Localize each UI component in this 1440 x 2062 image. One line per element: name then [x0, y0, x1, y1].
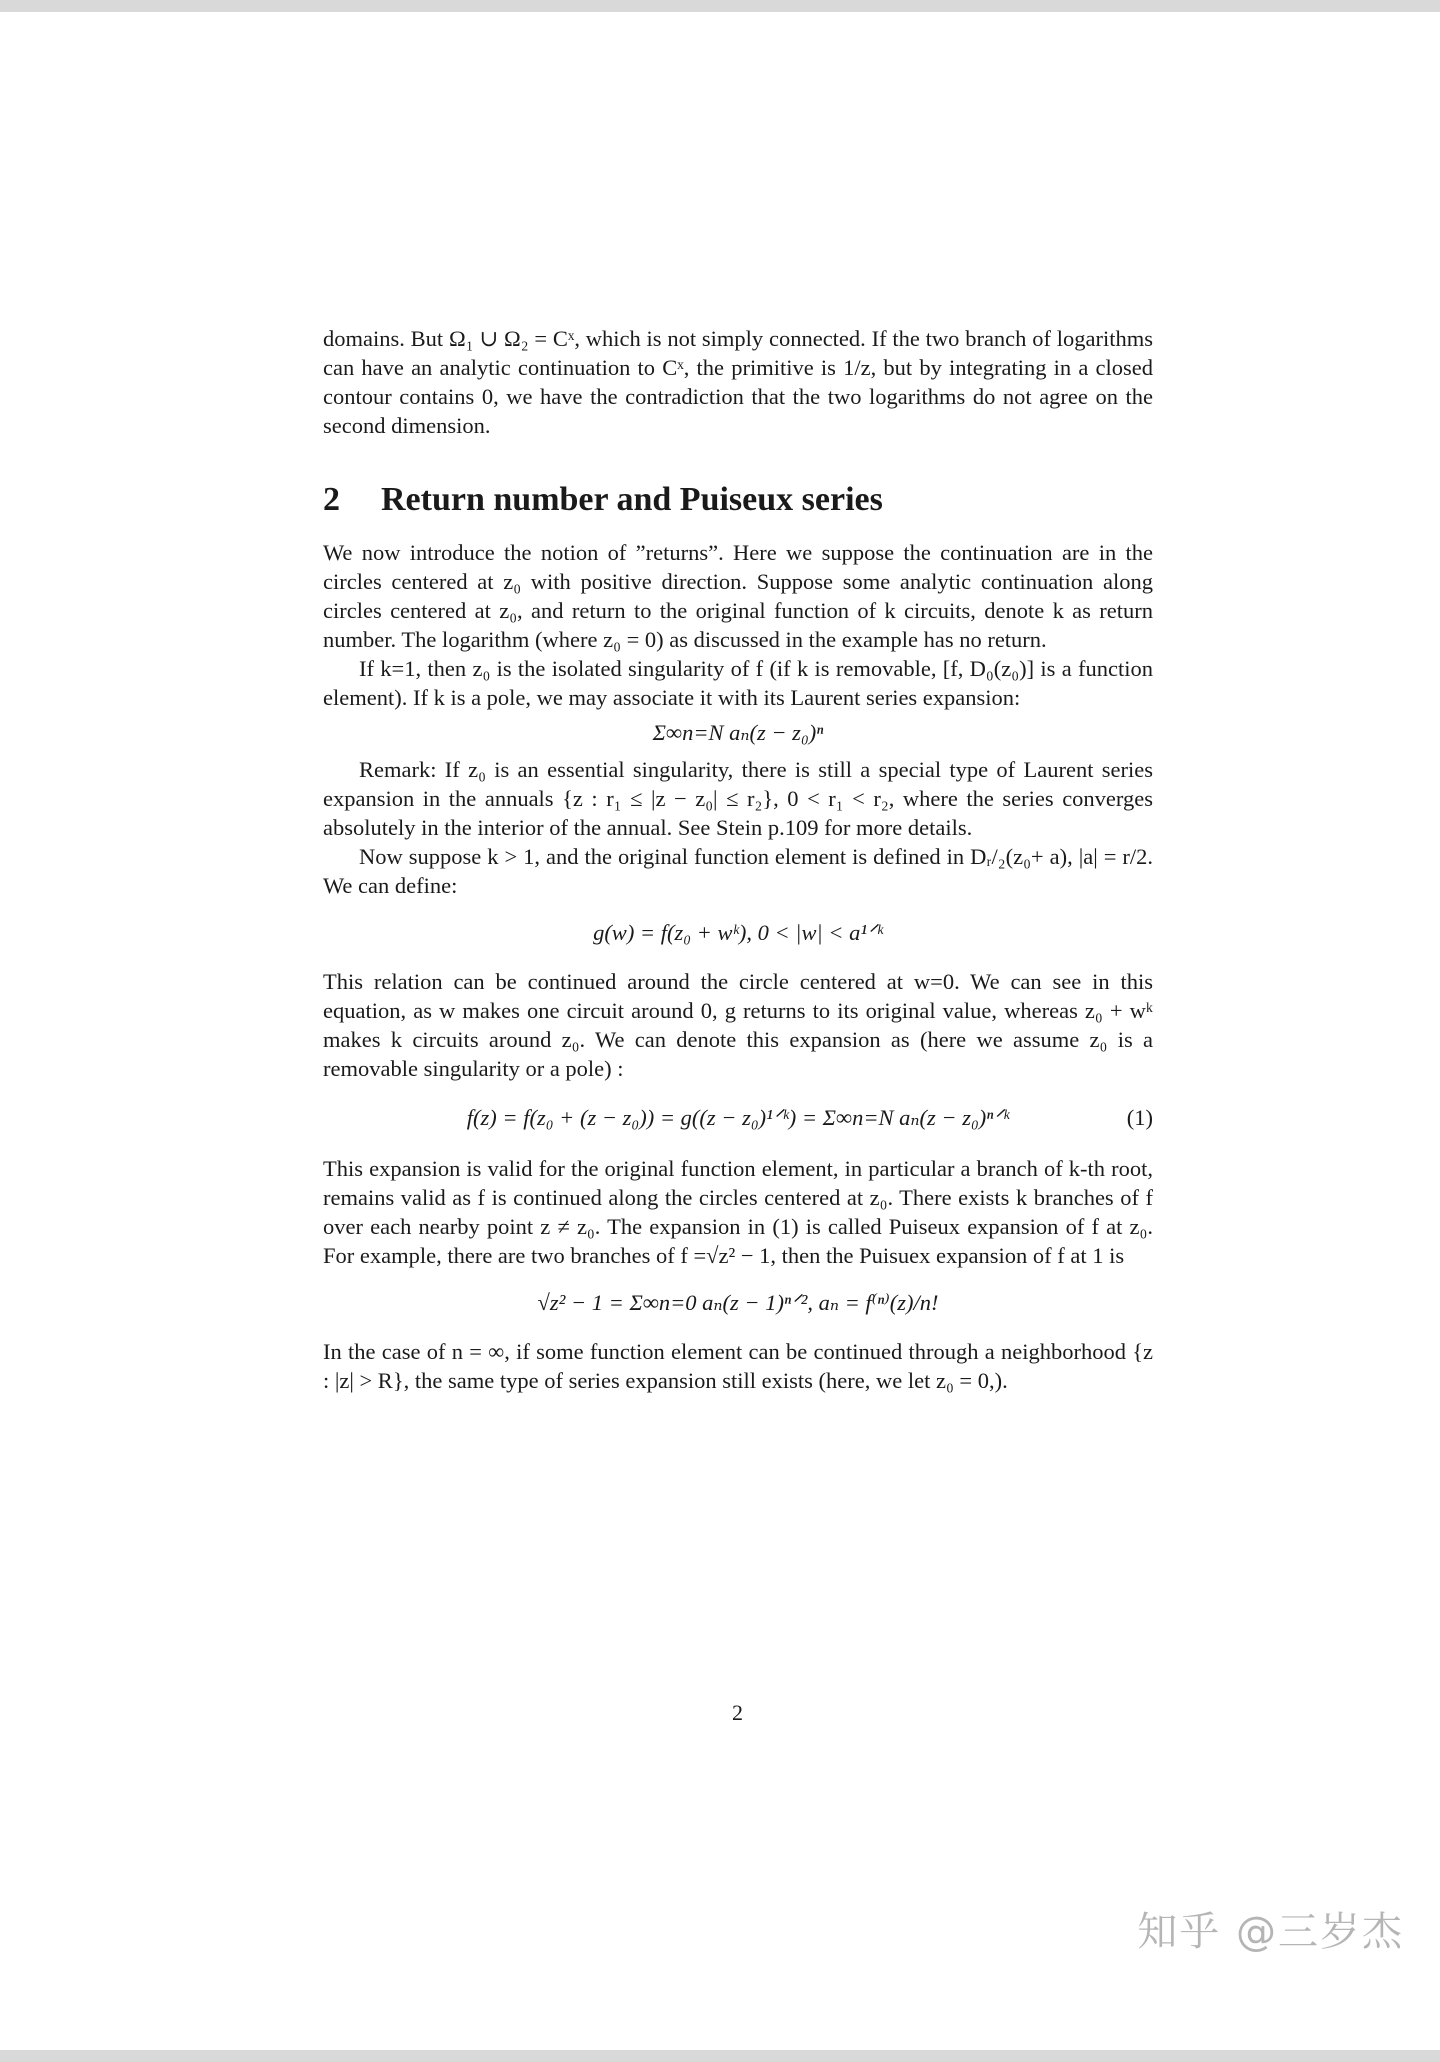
equation-laurent-series: Σ∞n=N aₙ(z − z₀)ⁿ — [652, 720, 824, 745]
zhihu-watermark: 知乎 @三岁杰 — [1137, 1909, 1404, 1955]
paragraph-remark: Remark: If z₀ is an essential singularity, there is still a special type of Laurent series expansion in the annuals {z : r₁ ≤ |z − z₀| ≤ r₂}, 0 < r₁ < r₂, where the series converges absolutely in the interior of the annual. See Stein p.109 for more details. — [323, 757, 1153, 840]
equation-g-definition: g(w) = f(z₀ + wᵏ), 0 < |w| < a¹ᐟᵏ — [593, 920, 883, 945]
equation-number: (1) — [1126, 1105, 1153, 1130]
paragraph-infinity-case: In the case of n = ∞, if some function element can be continued through a neighborhood {z : |z| > R}, the same type of series expansion still exists (here, we let z₀ = 0,). — [323, 1339, 1153, 1393]
equation-sqrt-expansion: √z² − 1 = Σ∞n=0 aₙ(z − 1)ⁿᐟ², aₙ = f⁽ⁿ⁾(z)/n! — [537, 1290, 939, 1315]
section-number: 2 — [323, 481, 340, 518]
equation-puiseux — [323, 1103, 1153, 1132]
paragraph-k-equals-1: If k=1, then z₀ is the isolated singularity of f (if k is removable, [f, D₀(z₀)] is a function element). If k is a pole, we may associate it with its Laurent series expansion: — [323, 656, 1153, 710]
equation-puiseux-body: f(z) = f(z₀ + (z − z₀)) = g((z − z₀)¹ᐟᵏ) = Σ∞n=N aₙ(z − z₀)ⁿᐟᵏ — [466, 1105, 1010, 1130]
section-title: Return number and Puiseux series — [381, 481, 883, 518]
paragraph-returns: We now introduce the notion of ”returns”. Here we suppose the continuation are in the circles centered at z₀ with positive direction. Suppose some analytic continuation along circles centered at z₀, and return to the original function of k circuits, denote k as return number. The logarithm (where z₀ = 0) as discussed in the example has no return. — [323, 540, 1153, 652]
paragraph-intro: domains. But Ω₁ ∪ Ω₂ = Cˣ, which is not simply connected. If the two branch of logarithms can have an analytic continuation to Cˣ, the primitive is 1/z, but by integrating in a closed contour contains 0, we have the contradiction that the two logarithms do not agree on the second dimension. — [323, 326, 1153, 438]
paragraph-continuation: This relation can be continued around the circle centered at w=0. We can see in this equation, as w makes one circuit around 0, g returns to its original value, whereas z₀ + wᵏ makes k circuits around z₀. We can denote this expansion as (here we assume z₀ is a removable singularity or a pole) : — [323, 969, 1153, 1081]
page-content — [323, 324, 1153, 1395]
paragraph-validity: This expansion is valid for the original function element, in particular a branch of k-th root, remains valid as f is continued along the circles centered at z₀. There exists k branches of f over each nearby point z ≠ z₀. The expansion in (1) is called Puiseux expansion of f at z₀. For example, there are two branches of f =√z² − 1, then the Puisuex expansion of f at 1 is — [323, 1156, 1153, 1268]
paragraph-k-greater-1: Now suppose k > 1, and the original function element is defined in Dᵣ/₂(z₀+ a), |a| = r/2. We can define: — [323, 844, 1153, 898]
section-heading — [323, 480, 1153, 520]
page-number: 2 — [732, 1700, 743, 1725]
